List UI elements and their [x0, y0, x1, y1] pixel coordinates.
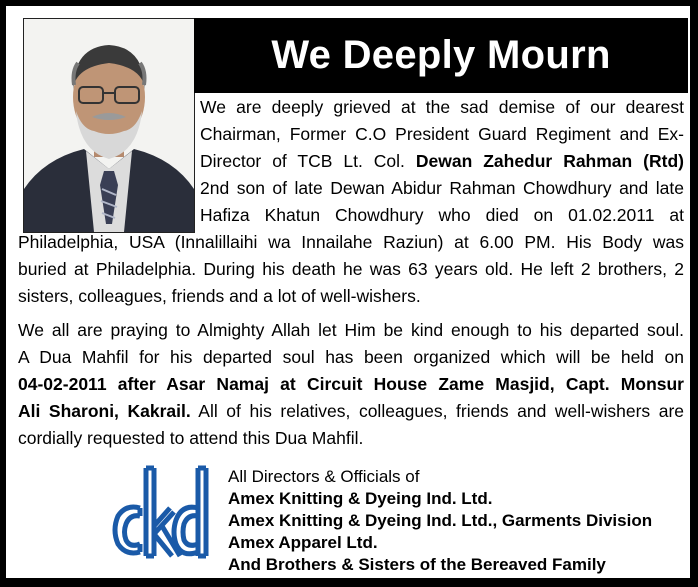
portrait-photo	[23, 18, 195, 233]
para1-line3	[200, 148, 684, 174]
signatory-line: Amex Knitting & Dyeing Ind. Ltd., Garments Division	[228, 511, 653, 530]
para1-line5: Hafiza Khatun Chowdhury who died on 01.02.2011 at	[200, 205, 684, 225]
signatory-line: Amex Apparel Ltd.	[228, 533, 378, 552]
para2-line2: A Dua Mahfil for his departed soul has been organized which will be held on	[18, 347, 684, 367]
obituary-notice	[6, 6, 690, 578]
heading-banner	[194, 18, 688, 93]
para1-line6: Philadelphia, USA (Innalillaihi wa Innailahe Raziun) at 6.00 PM. His Body was	[18, 232, 684, 252]
dua-details: 04-02-2011 after Asar Namaj at Circuit House Zame Masjid, Capt. Monsur	[18, 374, 684, 394]
signatory-line: And Brothers & Sisters of the Bereaved Family	[228, 555, 606, 574]
para1-line2: Chairman, Former C.O President Guard Regiment and Ex-	[200, 124, 684, 144]
para2-line5: cordially requested to attend this Dua Mahfil.	[18, 428, 364, 448]
deceased-name: Dewan Zahedur Rahman (Rtd)	[415, 151, 684, 171]
portrait-illustration	[24, 19, 194, 232]
ckd-logo-icon	[106, 464, 216, 564]
para1-line3-text: Director of TCB Lt. Col.	[200, 151, 416, 171]
para2-line1: We all are praying to Almighty Allah let Him be kind enough to his departed soul.	[18, 320, 684, 340]
para2-line4	[18, 398, 684, 424]
para1-line4: 2nd son of late Dewan Abidur Rahman Chowdhury and late	[200, 178, 684, 198]
para1-line7: buried at Philadelphia. During his death he was 63 years old. He left 2 brothers, 2	[18, 259, 684, 279]
heading-title: We Deeply Mourn	[271, 33, 611, 77]
signatory-line: Amex Knitting & Dyeing Ind. Ltd.	[228, 489, 493, 508]
dua-location: Ali Sharoni, Kakrail.	[18, 401, 191, 421]
signatories-intro: All Directors & Officials of	[228, 467, 420, 486]
para1-line8: sisters, colleagues, friends and a lot of well-wishers.	[18, 286, 421, 306]
para2-line4-text: All of his relatives, colleagues, friends and well-wishers are	[190, 401, 685, 421]
para1-line1: We are deeply grieved at the sad demise of our dearest	[200, 97, 684, 117]
